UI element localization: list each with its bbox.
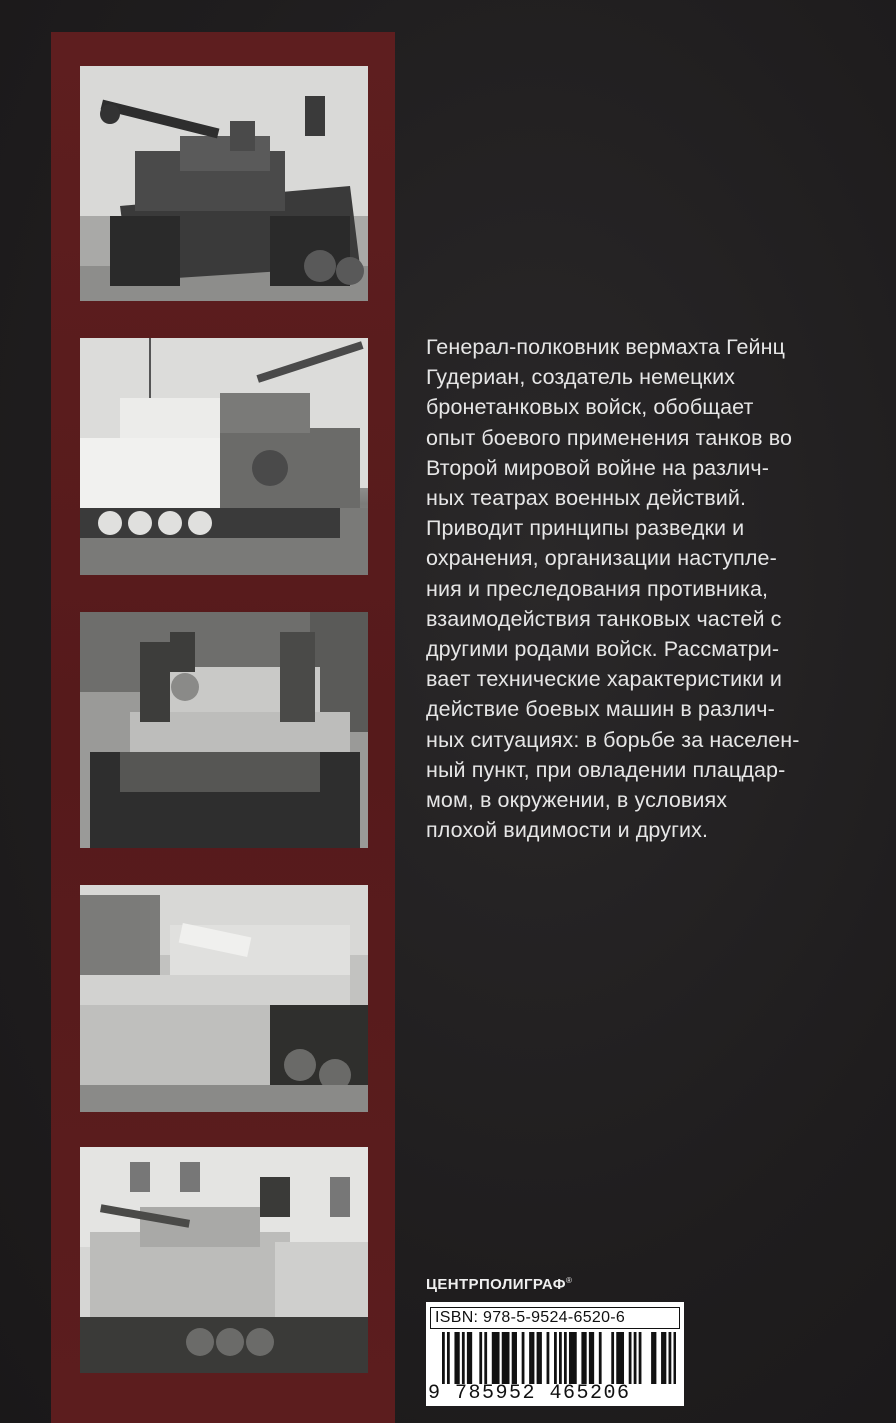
description-line: Второй мировой войне на различ- (426, 455, 769, 480)
description-line: Гудериан, создатель немецких (426, 365, 736, 390)
isbn-label: ISBN: 978-5-9524-6520-6 (430, 1307, 680, 1329)
barcode-bar (581, 1332, 584, 1384)
description-line: вает технические характеристики и (426, 667, 783, 692)
barcode-bar (457, 1332, 460, 1384)
barcode-bar (484, 1332, 487, 1384)
barcode-bar (514, 1332, 517, 1384)
barcode-bar (634, 1332, 637, 1384)
barcode-bar (674, 1332, 676, 1384)
registered-mark: ® (566, 1276, 573, 1285)
description-line: мом, в окружении, в условиях (426, 788, 728, 813)
barcode-bar (569, 1332, 572, 1384)
barcode-bar (621, 1332, 624, 1384)
barcode-bar (454, 1332, 457, 1384)
description-line: опыт боевого применения танков во (426, 425, 793, 450)
barcode-bar (574, 1332, 577, 1384)
barcode-bar (462, 1332, 465, 1384)
description-line: взаимодействия танковых частей с (426, 606, 782, 631)
barcode-bar (584, 1332, 587, 1384)
barcode-bar (547, 1332, 550, 1384)
barcode-bar (504, 1332, 507, 1384)
barcode-bar (589, 1332, 592, 1384)
description-line: бронетанковых войск, обобщает (426, 395, 754, 420)
barcode-bar (599, 1332, 602, 1384)
description-line: ных ситуациях: в борьбе за населен- (426, 727, 800, 752)
description-line: ния и преследования противника, (426, 576, 769, 601)
barcode-bar (507, 1332, 510, 1384)
description-line: охранения, организации наступле- (426, 546, 777, 571)
barcode-bar (467, 1332, 470, 1384)
barcode-bar (529, 1332, 532, 1384)
barcode-bar (639, 1332, 642, 1384)
tank-photo-5 (80, 1147, 368, 1373)
description-line: Приводит принципы разведки и (426, 516, 745, 541)
publisher-logo (426, 1276, 572, 1293)
barcode-bar (494, 1332, 497, 1384)
barcode-bar (502, 1332, 505, 1384)
barcode-bar (512, 1332, 515, 1384)
barcode-bar (564, 1332, 567, 1384)
barcode-bar (571, 1332, 574, 1384)
tank-photo-4 (80, 885, 368, 1112)
tank-photo-3 (80, 612, 368, 848)
barcode-digits: 9 785952 465206 (428, 1382, 631, 1405)
tank-photo-1 (80, 66, 368, 301)
barcode-bar (654, 1332, 657, 1384)
description-line: плохой видимости и других. (426, 818, 709, 843)
barcode-bar (479, 1332, 482, 1384)
publisher-name: ЦЕНТРПОЛИГРАФ (426, 1276, 566, 1293)
barcode-bar (532, 1332, 535, 1384)
barcode-bars (442, 1332, 676, 1384)
book-description (426, 332, 866, 845)
description-line: другими родами войск. Рассматри- (426, 637, 780, 662)
barcode-bar (447, 1332, 450, 1384)
description-line: ных театрах военных действий. (426, 486, 747, 511)
description-line: Генерал-полковник вермахта Гейнц (426, 335, 786, 359)
barcode-bar (469, 1332, 472, 1384)
description-line: ный пункт, при овладении плацдар- (426, 757, 786, 782)
barcode-bar (661, 1332, 664, 1384)
barcode-bar (611, 1332, 614, 1384)
barcode-bar (522, 1332, 525, 1384)
barcode-bar (619, 1332, 622, 1384)
barcode-bar (616, 1332, 619, 1384)
barcode-bar (591, 1332, 594, 1384)
barcode-bar (629, 1332, 632, 1384)
barcode-bar (539, 1332, 542, 1384)
barcode-bar (559, 1332, 562, 1384)
barcode (426, 1302, 684, 1406)
barcode-bar (442, 1332, 445, 1384)
barcode-bar (651, 1332, 654, 1384)
barcode-bar (537, 1332, 540, 1384)
barcode-bar (664, 1332, 667, 1384)
barcode-bar (497, 1332, 500, 1384)
description-line: действие боевых машин в различ- (426, 697, 775, 722)
barcode-bar (669, 1332, 672, 1384)
barcode-bar (554, 1332, 557, 1384)
tank-photo-2 (80, 338, 368, 575)
barcode-bar (492, 1332, 495, 1384)
